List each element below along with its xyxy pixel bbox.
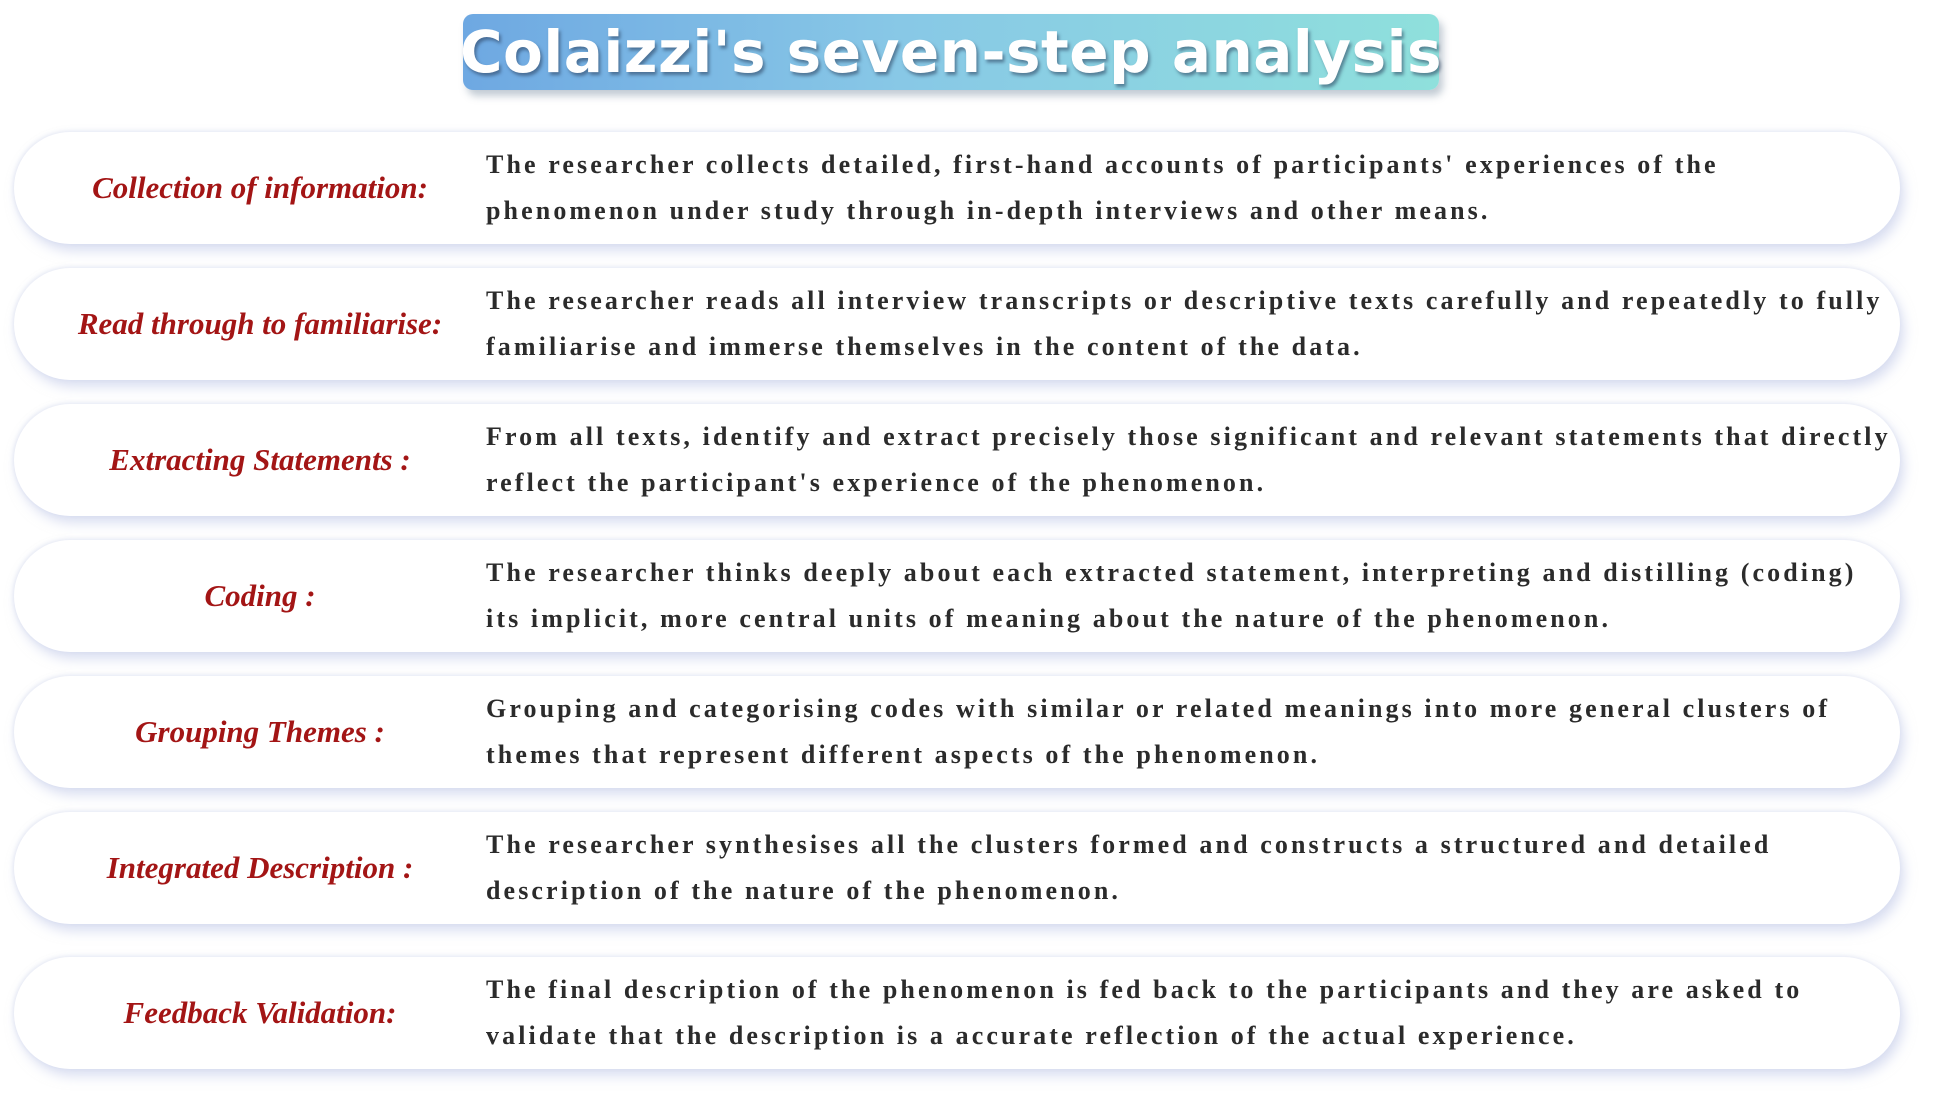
step-read-through — [14, 268, 1900, 380]
step-label: Collection of information: — [92, 170, 428, 205]
step-grouping-themes — [14, 676, 1900, 788]
step-description: The researcher synthesises all the clusters formed and constructs a structured and detailed description of the nature of the phenomenon. — [486, 830, 1772, 905]
step-label: Coding : — [204, 578, 316, 613]
step-label: Integrated Description : — [106, 850, 414, 885]
diagram-title: Colaizzi's seven-step analysis — [459, 18, 1443, 86]
step-label: Grouping Themes : — [135, 714, 385, 749]
step-description: The researcher reads all interview transcripts or descriptive texts carefully and repeatedly to fully familiarise and immerse themselves in the content of the data. — [486, 286, 1883, 361]
step-description: The final description of the phenomenon is fed back to the participants and they are asked to validate that the description is a accurate reflection of the actual experience. — [486, 975, 1803, 1050]
step-coding — [14, 540, 1900, 652]
step-description: The researcher thinks deeply about each extracted statement, interpreting and distilling (coding) its implicit, more central units of meaning about the nature of the phenomenon. — [486, 558, 1857, 633]
step-description: From all texts, identify and extract precisely those significant and relevant statements that directly reflect the participant's experience of the phenomenon. — [486, 422, 1891, 497]
step-label: Feedback Validation: — [123, 995, 397, 1030]
step-integrated-description — [14, 812, 1900, 924]
step-label: Read through to familiarise: — [77, 306, 443, 341]
step-description: The researcher collects detailed, first-hand accounts of participants' experiences of the phenomenon under study through in-depth interviews and other means. — [486, 150, 1719, 225]
step-feedback-validation — [14, 957, 1900, 1069]
step-extracting-statements — [14, 404, 1900, 516]
step-label: Extracting Statements : — [109, 442, 411, 477]
step-description: Grouping and categorising codes with similar or related meanings into more general clusters of themes that represent different aspects of the phenomenon. — [486, 694, 1831, 769]
step-collection-of-information — [14, 132, 1900, 244]
title-banner — [459, 14, 1443, 90]
